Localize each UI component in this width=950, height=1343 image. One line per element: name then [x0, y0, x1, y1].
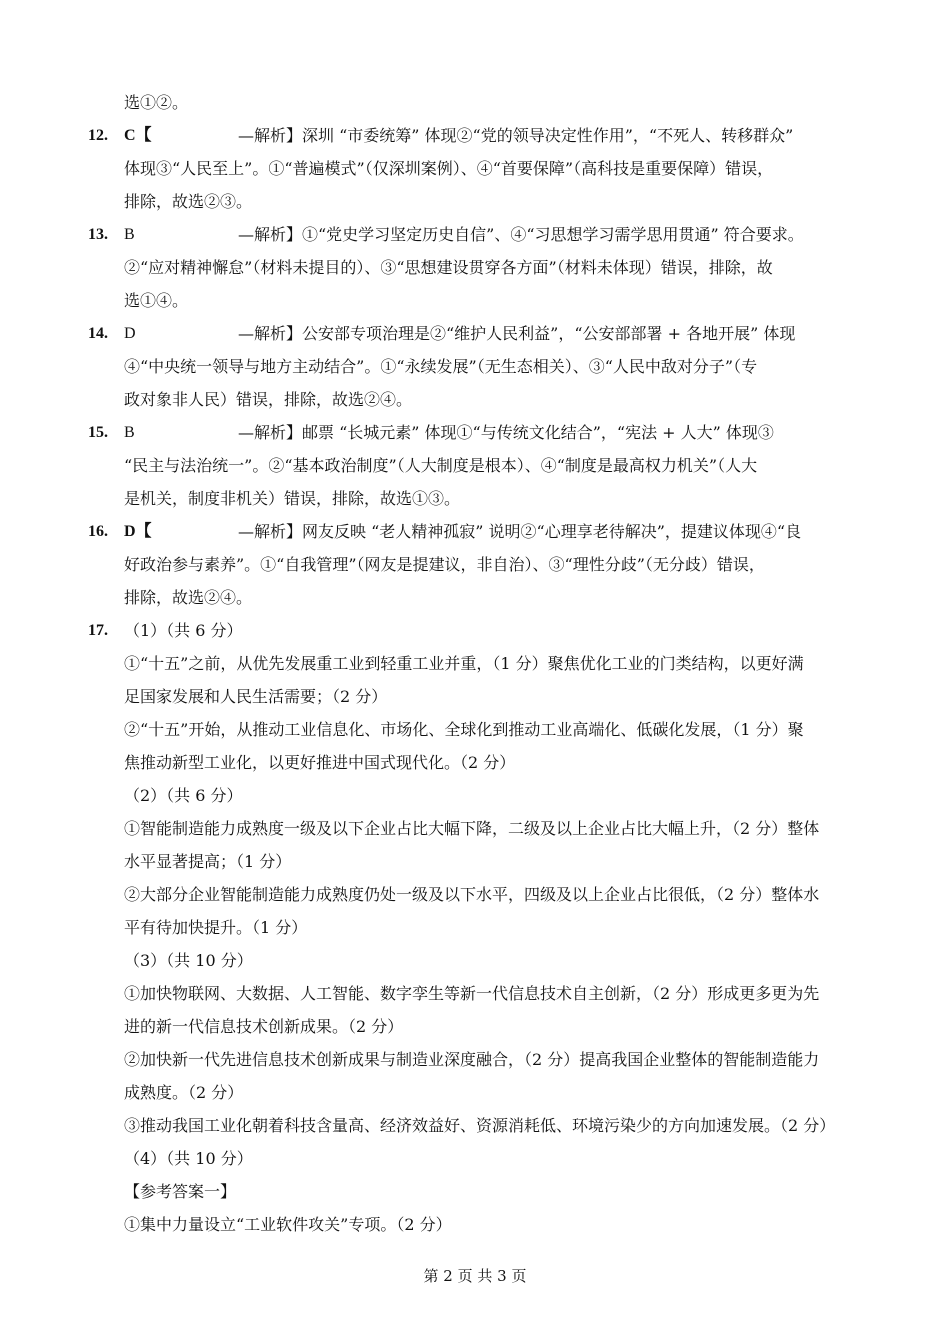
q16-line-3: 排除，故选②④。 [124, 588, 253, 607]
page-footer: 第 2 页 共 3 页 [423, 1267, 527, 1285]
q15-line-1: —解析】邮票 “长城元素” 体现①“与传统文化结合”，“宪法 + 人大” 体现③ [238, 423, 774, 442]
q17-part1-b-line-2: 焦推动新型工业化，以更好推进中国式现代化。（2 分） [124, 753, 516, 772]
q16-answer: D【 [124, 523, 152, 540]
q13-line-3: 选①④。 [124, 291, 189, 310]
reference-answer-item-1: ①集中力量设立“工业软件攻关”专项。（2 分） [124, 1215, 452, 1234]
q17-part1-b-line-1: ②“十五”开始，从推动工业信息化、市场化、全球化到推动工业高端化、低碳化发展，（1 分）聚 [124, 720, 804, 739]
q17-part2-b-line-1: ②大部分企业智能制造能力成熟度仍处一级及以下水平，四级及以上企业占比很低，（2 分）整体水 [124, 885, 820, 904]
q14-line-3: 政对象非人民）错误，排除，故选②④。 [124, 390, 413, 409]
q17-part3-heading: （3）（共 10 分） [124, 951, 253, 970]
q17-part3-a-line-2: 进的新一代信息技术创新成果。（2 分） [124, 1017, 404, 1036]
q16-number: 16. [88, 523, 108, 540]
q13-line-1: —解析】①“党史学习坚定历史自信”、④“习思想学习需学思用贯通” 符合要求。 [238, 225, 804, 244]
q15-answer: B [124, 424, 135, 441]
q13-number: 13. [88, 226, 108, 243]
q12-line-2: 体现③“人民至上”。①“普遍模式”（仅深圳案例）、④“首要保障”（高科技是重要保障）错误， [124, 159, 774, 178]
q16-line-2: 好政治参与素养”。①“自我管理”（网友是提建议，非自治）、③“理性分歧”（无分歧）错误， [124, 555, 765, 574]
q17-part3-b-line-2: 成熟度。（2 分） [124, 1083, 244, 1102]
q17-number: 17. [88, 622, 108, 639]
q17-part3-a-line-1: ①加快物联网、大数据、人工智能、数字孪生等新一代信息技术自主创新，（2 分）形成更多更为先 [124, 984, 820, 1003]
q17-part2-a-line-2: 水平显著提高；（1 分） [124, 852, 292, 871]
q17-part2-heading: （2）（共 6 分） [124, 786, 243, 805]
q13-line-2: ②“应对精神懈怠”（材料未提目的）、③“思想建设贯穿各方面”（材料未体现）错误，排除，故 [124, 258, 773, 277]
q17-part2-b-line-2: 平有待加快提升。（1 分） [124, 918, 308, 937]
q13-answer: B [124, 226, 135, 243]
q12-line-1: —解析】深圳 “市委统筹” 体现②“党的领导决定性作用”，“不死人、转移群众” [238, 126, 794, 145]
q14-answer: D [124, 325, 136, 342]
q15-number: 15. [88, 424, 108, 441]
q12-number: 12. [88, 127, 108, 144]
q17-part2-a-line-1: ①智能制造能力成熟度一级及以下企业占比大幅下降，二级及以上企业占比大幅上升，（2 分）整体 [124, 819, 820, 838]
q17-part1-a-line-2: 足国家发展和人民生活需要；（2 分） [124, 687, 388, 706]
q17-part3-b-line-1: ②加快新一代先进信息技术创新成果与制造业深度融合，（2 分）提高我国企业整体的智能制造能力 [124, 1050, 820, 1069]
q14-line-1: —解析】公安部专项治理是②“维护人民利益”，“公安部部署 + 各地开展” 体现 [238, 324, 796, 343]
q15-line-3: 是机关，制度非机关）错误，排除，故选①③。 [124, 489, 461, 508]
q14-number: 14. [88, 325, 108, 342]
q17-part4-heading: （4）（共 10 分） [124, 1149, 253, 1168]
q17-part1-heading: （1）（共 6 分） [124, 621, 243, 640]
q12-line-3: 排除，故选②③。 [124, 192, 253, 211]
q16-line-1: —解析】网友反映 “老人精神孤寂” 说明②“心理享老待解决”，提建议体现④“良 [238, 522, 802, 541]
reference-answer-heading: 【参考答案一】 [124, 1182, 237, 1201]
q17-part3-c-line-1: ③推动我国工业化朝着科技含量高、经济效益好、资源消耗低、环境污染少的方向加速发展。（2 分） [124, 1116, 836, 1135]
q12-answer: C【 [124, 127, 152, 144]
q15-line-2: “民主与法治统一”。②“基本政治制度”（人大制度是根本）、④“制度是最高权力机关”（人大 [124, 456, 758, 475]
q17-part1-a-line-1: ①“十五”之前，从优先发展重工业到轻重工业并重，（1 分）聚焦优化工业的门类结构，以更好满 [124, 654, 804, 673]
carry-over-line: 选①②。 [124, 93, 189, 112]
q14-line-2: ④“中央统一领导与地方主动结合”。①“永续发展”（无生态相关）、③“人民中敌对分子”（专 [124, 357, 758, 376]
